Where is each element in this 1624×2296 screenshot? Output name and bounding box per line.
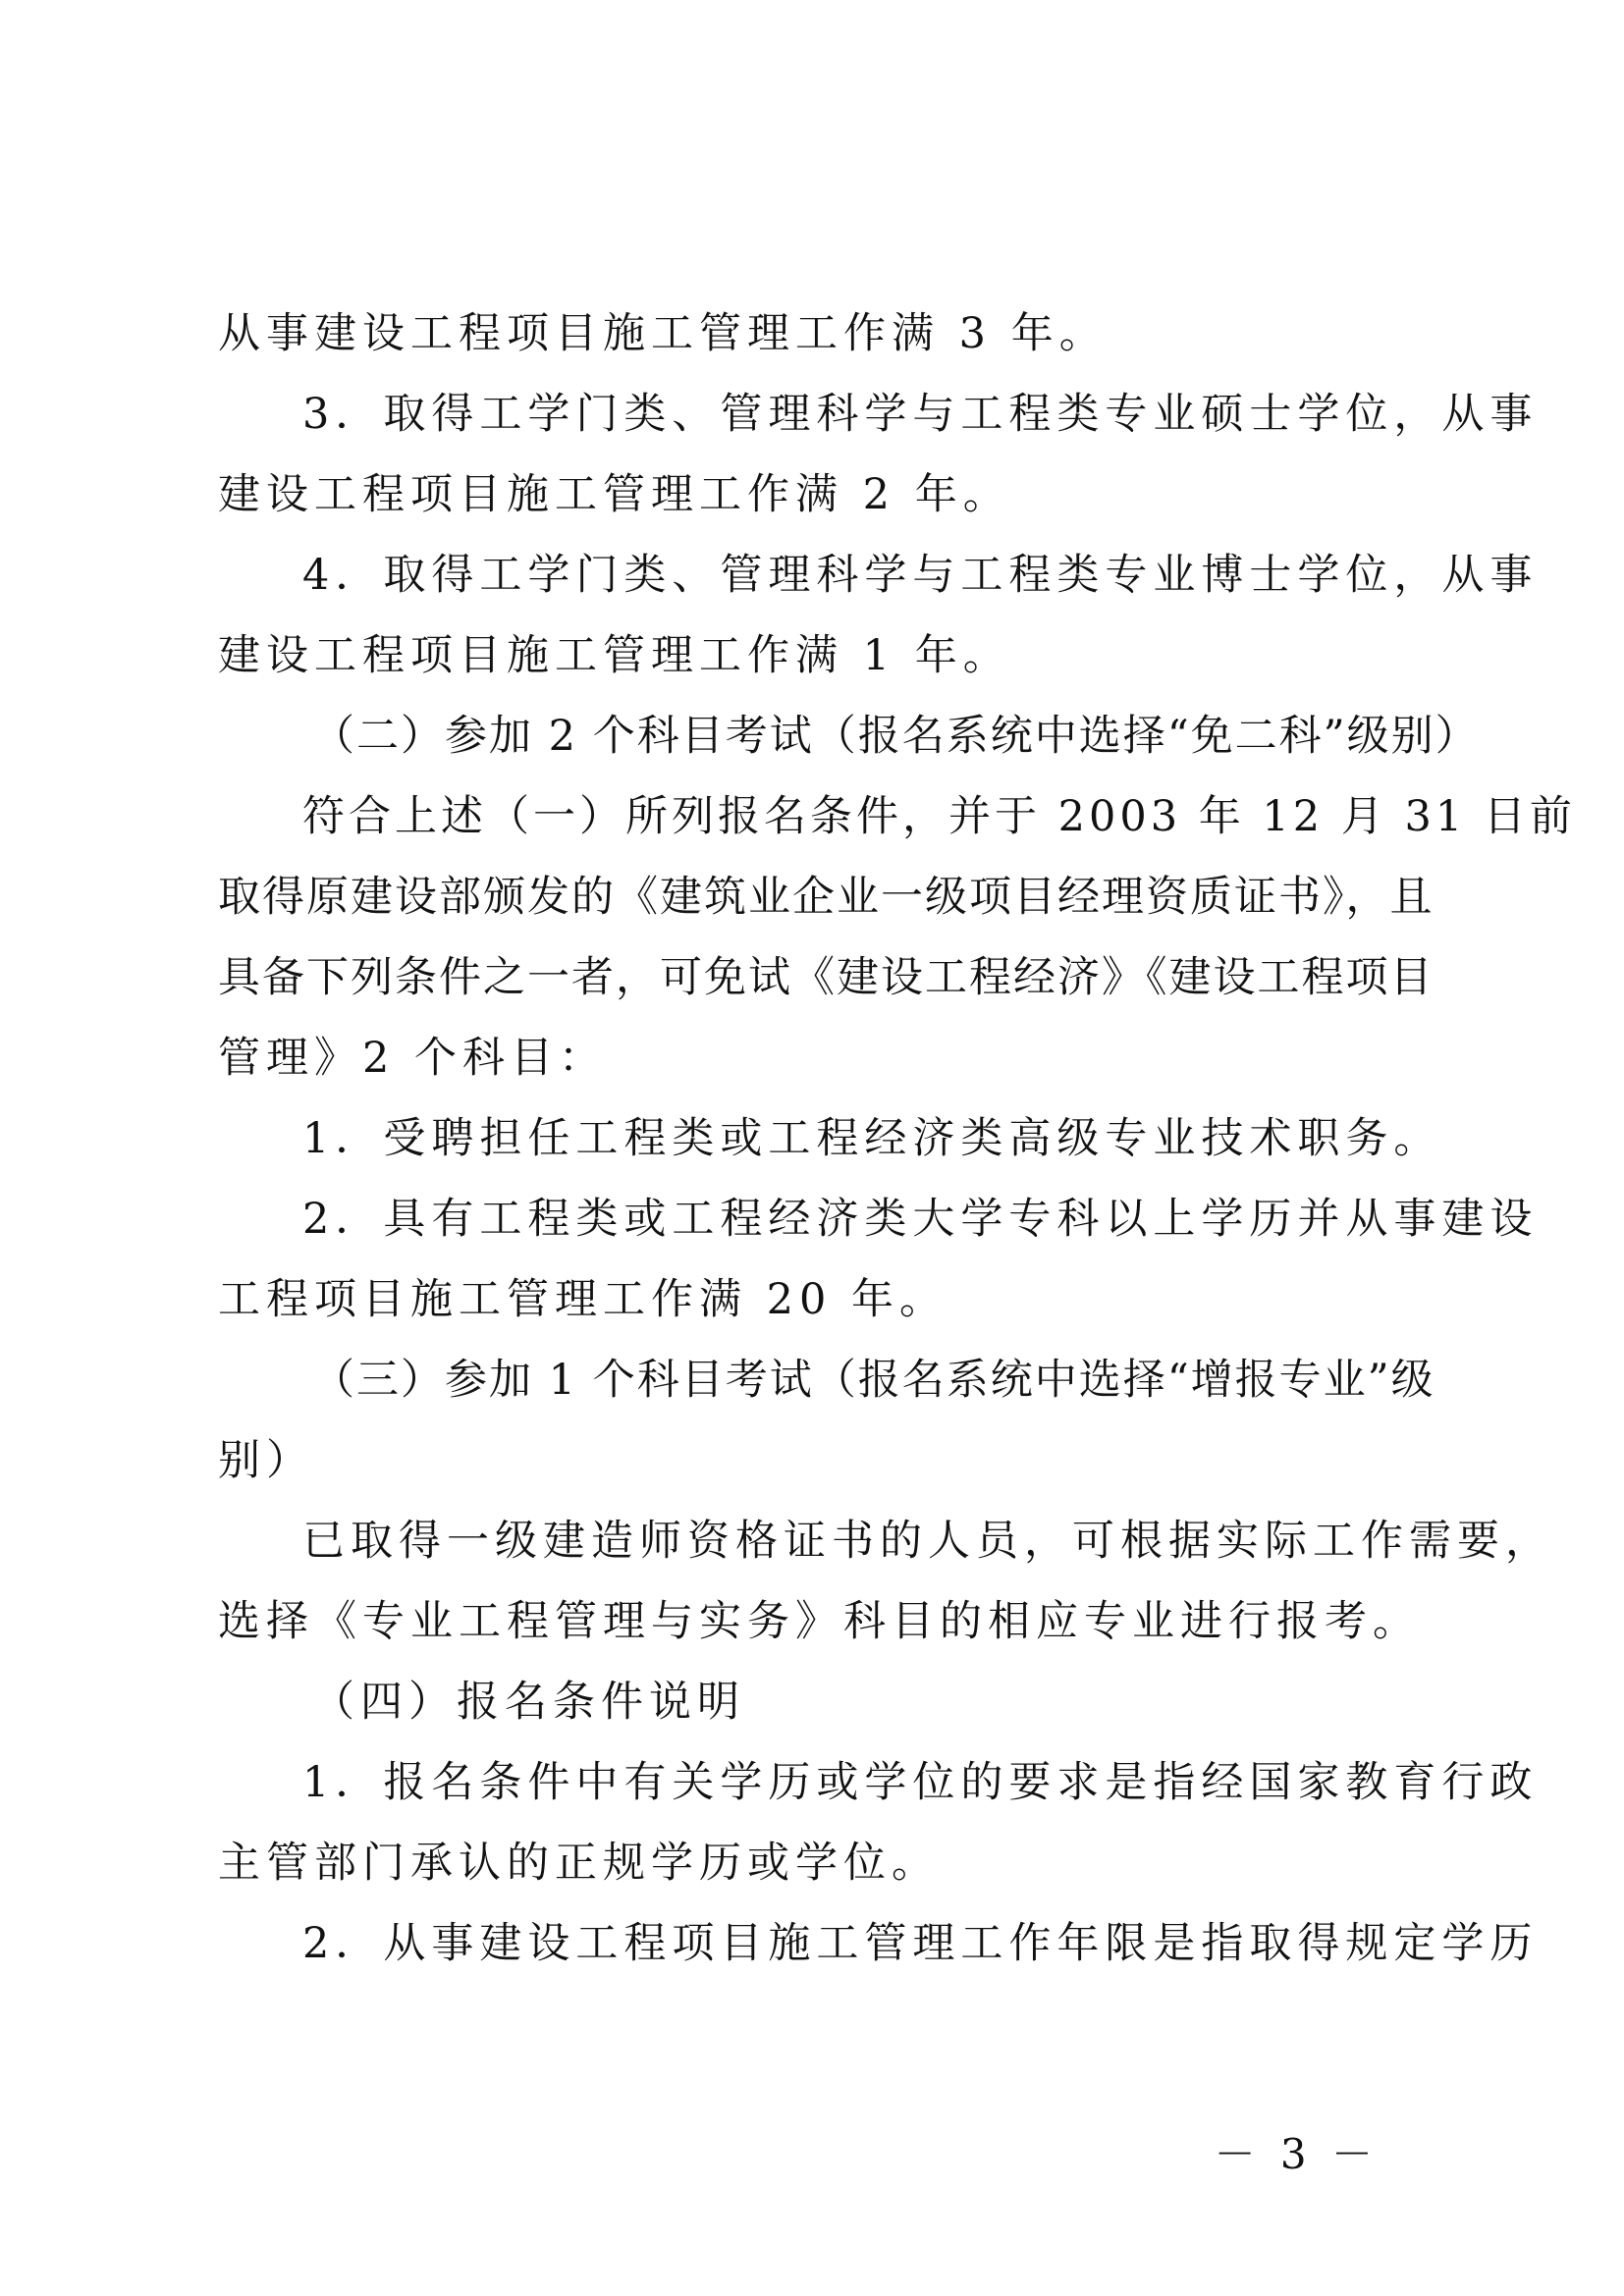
paragraph-line: 取得原建设部颁发的《建筑业企业一级项目经理资质证书》，且: [218, 873, 1435, 922]
section-heading: （二）参加 2 个科目考试（报名系统中选择“免二科”级别）: [312, 712, 1480, 761]
section-heading: 别）: [218, 1436, 314, 1485]
paragraph-line: 建设工程项目施工管理工作满 1 年。: [218, 631, 1011, 680]
paragraph-line: 2．从事建设工程项目施工管理工作年限是指取得规定学历: [302, 1919, 1539, 1968]
paragraph-line: 管理》2 个科目：: [218, 1034, 608, 1083]
paragraph-line: 3．取得工学门类、管理科学与工程类专业硕士学位，从事: [302, 390, 1539, 439]
paragraph-line: 主管部门承认的正规学历或学位。: [218, 1839, 940, 1888]
section-heading: （四）报名条件说明: [312, 1678, 745, 1727]
paragraph-line: 选择《专业工程管理与实务》科目的相应专业进行报考。: [218, 1597, 1421, 1646]
paragraph-line: 从事建设工程项目施工管理工作满 3 年。: [218, 309, 1108, 358]
paragraph-line: 4．取得工学门类、管理科学与工程类专业博士学位，从事: [302, 551, 1539, 600]
paragraph-line: 已取得一级建造师资格证书的人员，可根据实际工作需要，: [302, 1517, 1553, 1566]
paragraph-line: 1．受聘担任工程类或工程经济类高级专业技术职务。: [302, 1114, 1442, 1163]
paragraph-line: 工程项目施工管理工作满 20 年。: [218, 1275, 948, 1324]
paragraph-line: 1．报名条件中有关学历或学位的要求是指经国家教育行政: [302, 1758, 1539, 1807]
page-number: － 3 －: [1214, 2130, 1379, 2178]
paragraph-line: 具备下列条件之一者，可免试《建设工程经济》《建设工程项目: [218, 953, 1435, 1002]
paragraph-line: 2．具有工程类或工程经济类大学专科以上学历并从事建设: [302, 1195, 1539, 1244]
section-heading: （三）参加 1 个科目考试（报名系统中选择“增报专业”级: [312, 1356, 1435, 1405]
paragraph-line: 符合上述（一）所列报名条件，并于 2003 年 12 月 31 日前: [302, 792, 1576, 841]
paragraph-line: 建设工程项目施工管理工作满 2 年。: [218, 470, 1011, 519]
